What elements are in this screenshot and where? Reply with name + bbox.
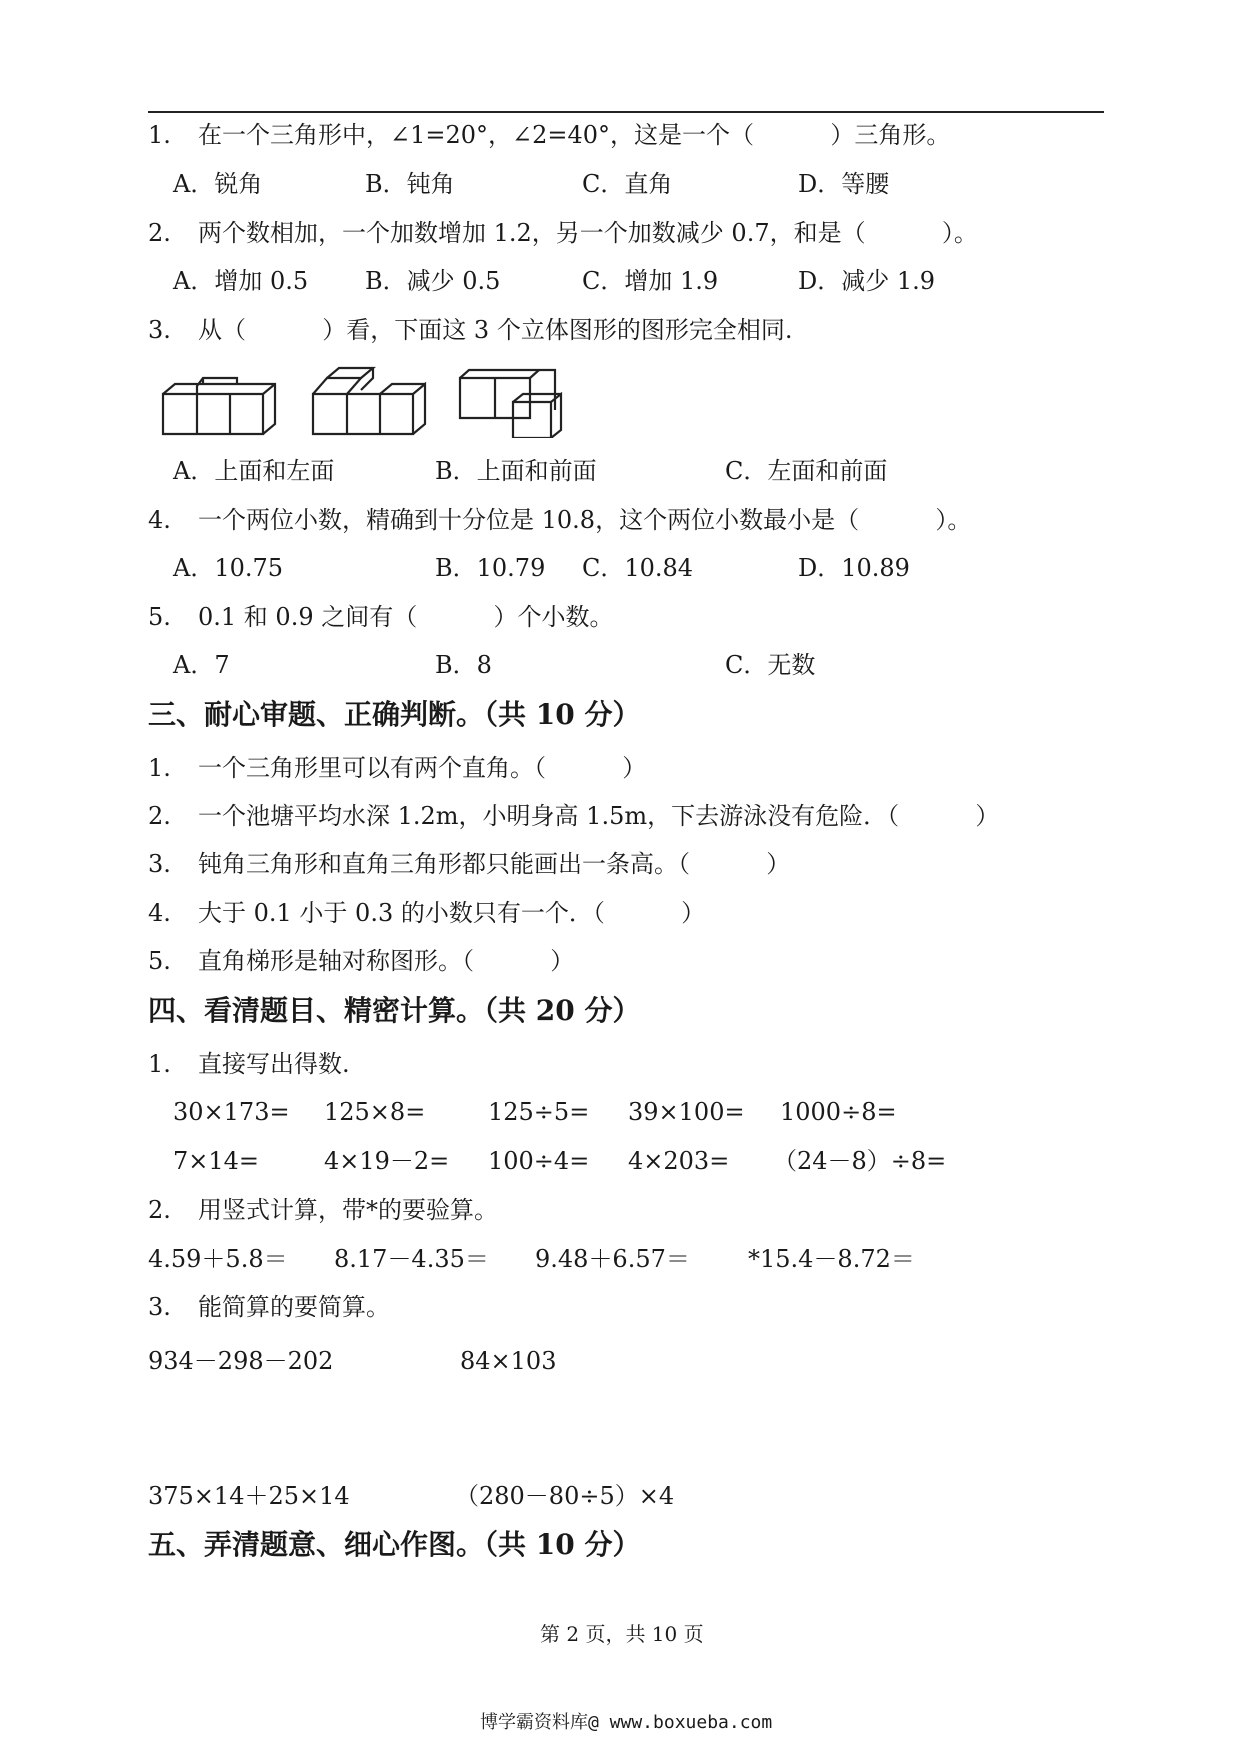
option-b: B．8: [435, 651, 492, 679]
expression: 8.17－4.35＝: [334, 1245, 489, 1273]
part-text: 直接写出得数.: [198, 1050, 350, 1078]
item-number: 1.: [148, 754, 171, 782]
expression: 30×173=: [173, 1098, 290, 1126]
option-a: A．锐角: [173, 170, 263, 198]
item-text: 一个池塘平均水深 1.2m，小明身高 1.5m，下去游泳没有危险．（ ）: [198, 802, 1000, 830]
section-title: 五、弄清题意、细心作图。（共 10 分）: [148, 1528, 641, 1561]
solid-figure-1: [163, 378, 275, 434]
question-text: 从（ ）看，下面这 3 个立体图形的图形完全相同.: [198, 316, 793, 344]
expression: 100÷4=: [488, 1147, 590, 1175]
part-text: 用竖式计算，带*的要验算。: [198, 1196, 498, 1224]
expression: 4×19－2=: [324, 1147, 450, 1175]
header-rule: [148, 111, 1104, 113]
watermark: 博学霸资料库@ www.boxueba.com: [480, 1712, 773, 1733]
question-number: 3.: [148, 316, 171, 344]
solid-figure-3: [460, 370, 561, 438]
question-number: 1.: [148, 121, 171, 149]
option-c: C．10.84: [582, 554, 694, 582]
expression: 4×203=: [628, 1147, 730, 1175]
question-number: 4.: [148, 506, 171, 534]
expression: 7×14=: [173, 1147, 260, 1175]
question-number: 5.: [148, 603, 171, 631]
expression: （24－8）÷8=: [773, 1147, 947, 1175]
section-title: 三、耐心审题、正确判断。（共 10 分）: [148, 698, 641, 731]
option-c: C．直角: [582, 170, 673, 198]
expression: 1000÷8=: [780, 1098, 897, 1126]
part-text: 能简算的要简算。: [198, 1293, 390, 1321]
part-number: 2.: [148, 1196, 171, 1224]
expression: 125×8=: [324, 1098, 426, 1126]
item-number: 5.: [148, 947, 171, 975]
solid-figures: [155, 366, 595, 438]
question-number: 2.: [148, 219, 171, 247]
item-text: 大于 0.1 小于 0.3 的小数只有一个．（ ）: [198, 899, 706, 927]
part-number: 3.: [148, 1293, 171, 1321]
expression: 9.48＋6.57＝: [535, 1245, 690, 1273]
expression: 4.59＋5.8＝: [148, 1245, 288, 1273]
option-a: A．上面和左面: [173, 457, 335, 485]
option-b: B．减少 0.5: [365, 267, 501, 295]
option-c: C．左面和前面: [725, 457, 888, 485]
question-text: 在一个三角形中，∠1=20°，∠2=40°，这是一个（ ）三角形。: [198, 121, 951, 149]
expression: 39×100=: [628, 1098, 745, 1126]
question-text: 一个两位小数，精确到十分位是 10.8，这个两位小数最小是（ ）。: [198, 506, 972, 534]
item-number: 4.: [148, 899, 171, 927]
option-c: C．无数: [725, 651, 816, 679]
section-title: 四、看清题目、精密计算。（共 20 分）: [148, 994, 641, 1027]
expression: 375×14＋25×14: [148, 1482, 350, 1510]
item-text: 钝角三角形和直角三角形都只能画出一条高。（ ）: [198, 850, 791, 878]
page-number: 第 2 页，共 10 页: [540, 1622, 704, 1646]
expression: 84×103: [460, 1347, 557, 1375]
expression: 125÷5=: [488, 1098, 590, 1126]
option-a: A．10.75: [173, 554, 284, 582]
option-b: B．10.79: [435, 554, 546, 582]
option-a: A．7: [173, 651, 230, 679]
solid-figure-2: [313, 368, 425, 434]
expression: （280－80÷5）×4: [455, 1482, 675, 1510]
option-a: A．增加 0.5: [173, 267, 309, 295]
item-text: 直角梯形是轴对称图形。（ ）: [198, 947, 575, 975]
question-text: 0.1 和 0.9 之间有（ ）个小数。: [198, 603, 614, 631]
expression: 934－298－202: [148, 1347, 334, 1375]
option-d: D．等腰: [798, 170, 890, 198]
item-number: 2.: [148, 802, 171, 830]
option-c: C．增加 1.9: [582, 267, 719, 295]
part-number: 1.: [148, 1050, 171, 1078]
option-d: D．10.89: [798, 554, 910, 582]
expression: *15.4－8.72＝: [748, 1245, 915, 1273]
option-b: B．上面和前面: [435, 457, 597, 485]
option-d: D．减少 1.9: [798, 267, 936, 295]
item-text: 一个三角形里可以有两个直角。（ ）: [198, 754, 647, 782]
option-b: B．钝角: [365, 170, 455, 198]
item-number: 3.: [148, 850, 171, 878]
question-text: 两个数相加，一个加数增加 1.2，另一个加数减少 0.7，和是（ ）。: [198, 219, 978, 247]
